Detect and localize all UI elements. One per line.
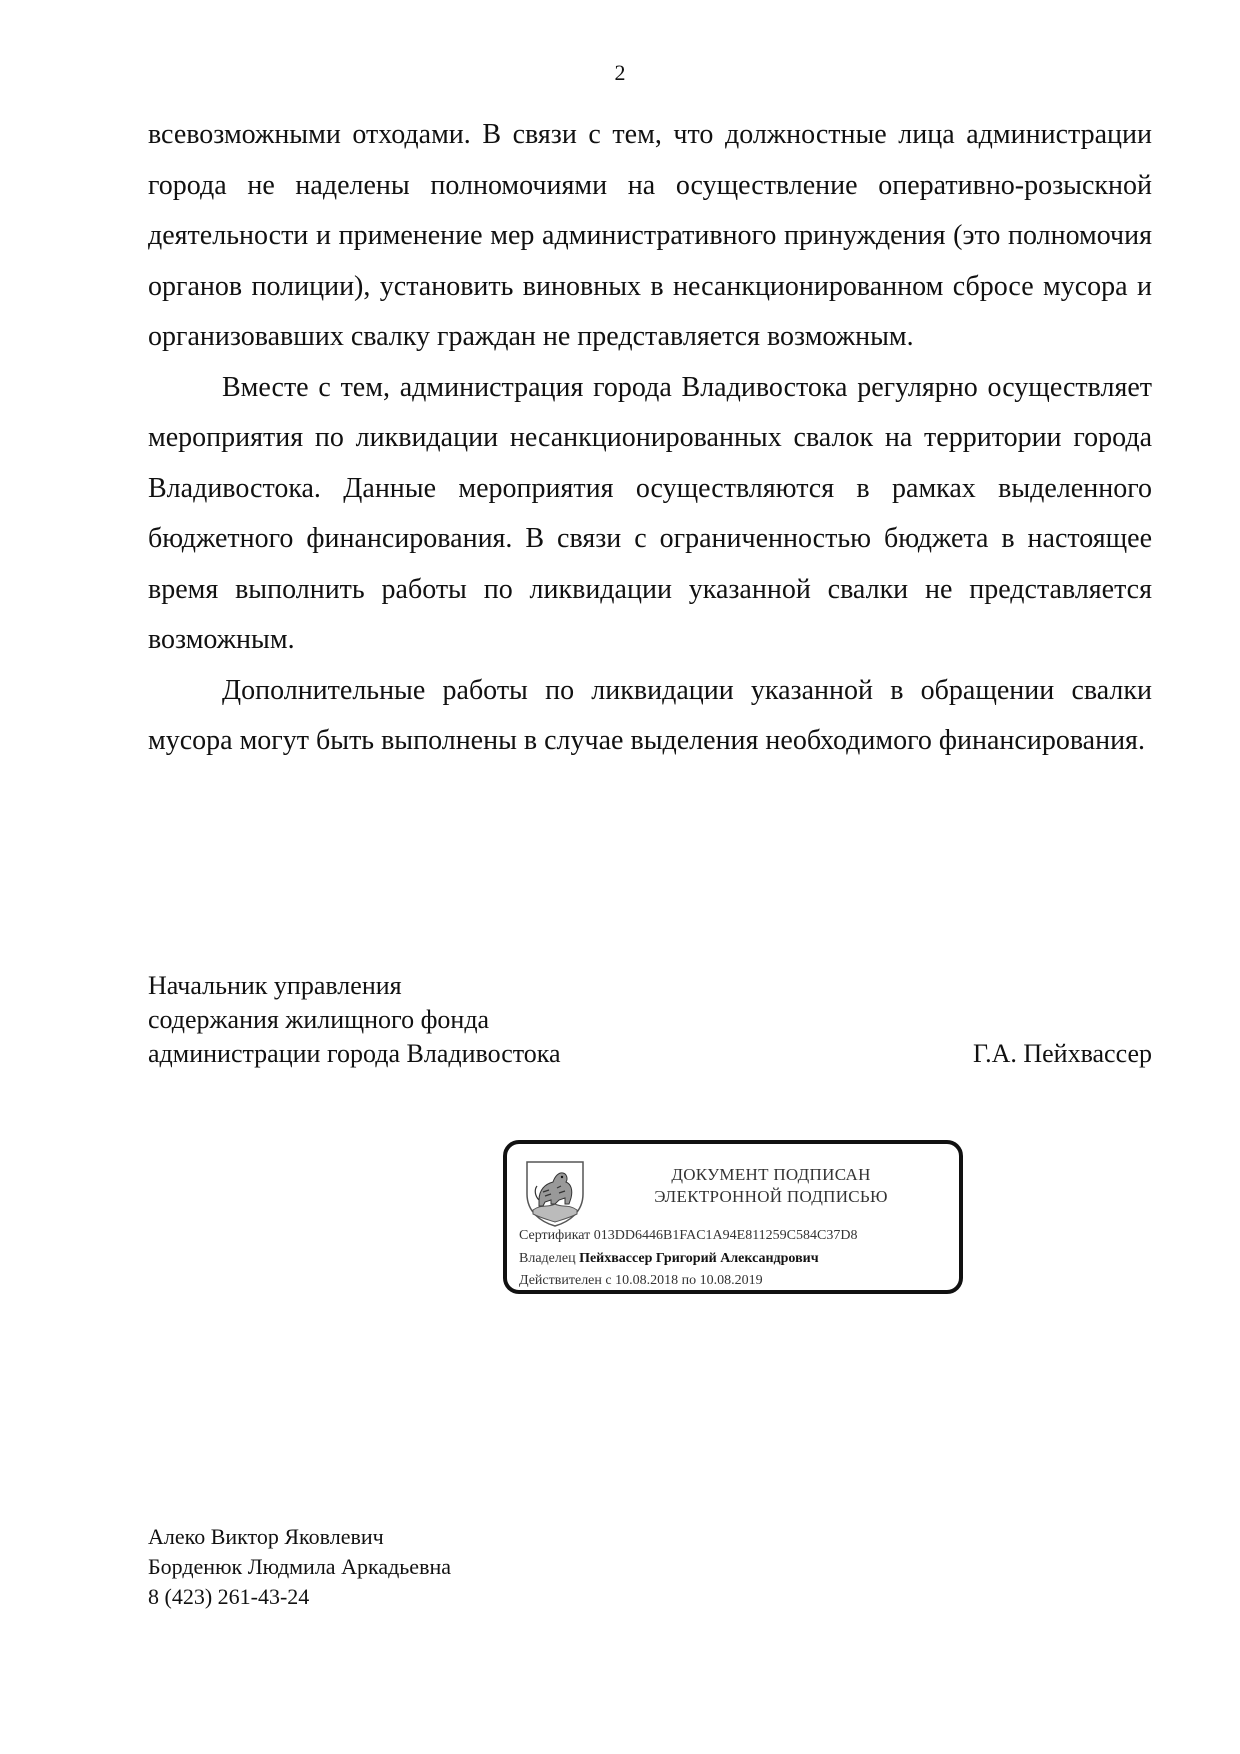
valid-to: 10.08.2019 [699,1273,763,1288]
signatory-position-line-3: администрации города Владивостока [148,1039,561,1068]
valid-to-label: по [681,1273,697,1288]
valid-from: 10.08.2018 [615,1273,679,1288]
executor-phone: 8 (423) 261-43-24 [148,1584,310,1609]
certificate-value: 013DD6446B1FAC1A94E811259C584C37D8 [593,1228,858,1243]
signature-block [148,969,1152,1071]
valid-label: Действителен с [519,1273,612,1288]
signatory-position-line-2: содержания жилищного фонда [148,1005,490,1034]
coat-of-arms-icon [525,1160,585,1228]
electronic-signature-stamp [503,1140,963,1294]
signatory-name: Г.А. Пейхвассер [972,1039,1152,1068]
signatory-position-line-1: Начальник управления [148,971,402,1000]
owner-label: Владелец [519,1251,576,1266]
owner-line [519,1251,819,1267]
stamp-heading [591,1164,951,1208]
page-number: 2 [614,60,626,85]
paragraph-3: Дополнительные работы по ликвидации указанной в обращении свалки мусора могут быть выполнены в случае выделения необходимого финансирования. [148,674,1152,756]
owner-value: Пейхвассер Григорий Александрович [579,1251,819,1266]
executor-name-1: Алеко Виктор Яковлевич [148,1524,384,1549]
certificate-label: Сертификат [519,1228,591,1243]
stamp-heading-line-2: ЭЛЕКТРОННОЙ ПОДПИСЬЮ [654,1187,888,1206]
letter-body [148,110,1152,767]
executor-contacts [148,1522,451,1612]
stamp-heading-line-1: ДОКУМЕНТ ПОДПИСАН [671,1165,871,1184]
certificate-line [519,1228,857,1244]
paragraph-2: Вместе с тем, администрация города Владивостока регулярно осуществляет мероприятия по ликвидации несанкционированных свалок на территории города Владивостока. Данные мероприятия осуществляются в рамках выделенного бюджетного финансирования. В связи с ограниченностью бюджета в настоящее время выполнить работы по ликвидации указанной свалки не представляется возможным. [148,371,1152,655]
executor-name-2: Борденюк Людмила Аркадьевна [148,1554,451,1579]
validity-line [519,1273,763,1289]
paragraph-1: всевозможными отходами. В связи с тем, что должностные лица администрации города не наделены полномочиями на осуществление оперативно-розыскной деятельности и применение мер административного принуждения (это полномочия органов полиции), установить виновных в несанкционированном сбросе мусора и организовавших свалку граждан не представляется возможным. [148,119,1152,352]
